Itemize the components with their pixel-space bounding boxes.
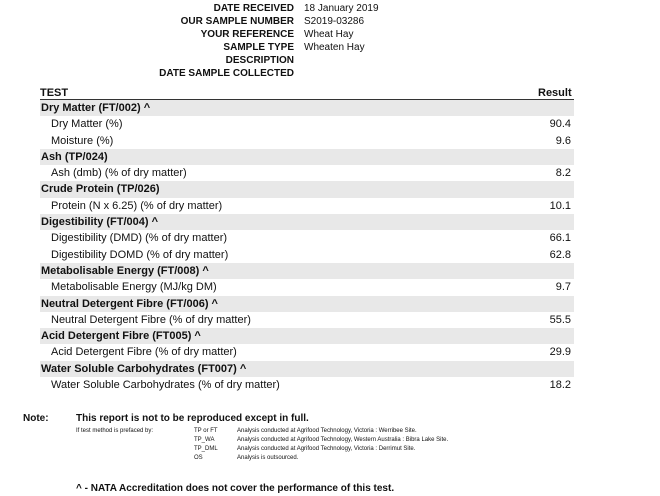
test-parameter-label: Dry Matter (%) [51, 118, 123, 131]
sample-type-label: SAMPLE TYPE [223, 42, 294, 53]
your-reference-row [0, 29, 660, 42]
test-result-row [40, 116, 574, 132]
test-group-row [40, 214, 574, 230]
test-result-row [40, 279, 574, 295]
test-parameter-label: Metabolisable Energy (MJ/kg DM) [51, 281, 217, 294]
test-result-row [40, 230, 574, 246]
method-code-row [194, 428, 574, 437]
test-parameter-label: Digestibility DOMD (% of dry matter) [51, 248, 229, 261]
result-value: 9.6 [555, 134, 571, 147]
nata-accreditation-note: ^ - NATA Accreditation does not cover the performance of this test. [76, 483, 395, 494]
method-code: TP_WA [194, 437, 215, 443]
test-result-row [40, 247, 574, 263]
method-code-row [194, 455, 574, 464]
test-result-row [40, 133, 574, 149]
your-reference-label: YOUR REFERENCE [200, 29, 294, 40]
note-label: Note: [23, 413, 49, 424]
test-group-row [40, 296, 574, 312]
test-group-row [40, 181, 574, 197]
test-parameter-label: Acid Detergent Fibre (% of dry matter) [51, 346, 237, 359]
test-parameter-label: Ash (dmb) (% of dry matter) [51, 167, 187, 180]
test-parameter-label: Digestibility (DMD) (% of dry matter) [51, 232, 228, 245]
method-code: OS [194, 455, 203, 461]
test-group-label: Ash (TP/024) [41, 150, 108, 163]
date-collected-row [0, 68, 660, 81]
date-collected-label: DATE SAMPLE COLLECTED [159, 68, 294, 79]
results-table [40, 100, 574, 393]
sample-number-label: OUR SAMPLE NUMBER [180, 16, 294, 27]
test-group-label: Water Soluble Carbohydrates (FT007) ^ [41, 362, 247, 375]
test-column-header: TEST [40, 87, 69, 99]
date-received-label: DATE RECEIVED [213, 3, 294, 14]
test-group-row [40, 100, 574, 116]
method-code: TP or FT [194, 428, 218, 434]
test-group-label: Metabolisable Energy (FT/008) ^ [41, 264, 209, 277]
test-group-row [40, 361, 574, 377]
description-label: DESCRIPTION [225, 55, 294, 66]
test-result-row [40, 344, 574, 360]
sample-type-value: Wheaten Hay [304, 42, 365, 53]
description-row [0, 55, 660, 68]
method-code-row [194, 446, 574, 455]
result-value: 9.7 [555, 281, 571, 294]
method-code-row [194, 437, 574, 446]
test-group-label: Dry Matter (FT/002) ^ [41, 102, 151, 114]
method-description: Analysis is outsourced. [237, 455, 299, 461]
test-parameter-label: Water Soluble Carbohydrates (% of dry matter) [51, 379, 280, 392]
method-code: TP_DML [194, 446, 218, 452]
test-group-row [40, 149, 574, 165]
test-group-row [40, 328, 574, 344]
result-value: 90.4 [549, 118, 571, 131]
result-value: 66.1 [549, 232, 571, 245]
test-parameter-label: Moisture (%) [51, 134, 114, 147]
test-result-row [40, 377, 574, 393]
sample-type-row [0, 42, 660, 55]
sample-number-row [0, 16, 660, 29]
result-column-header: Result [538, 87, 572, 99]
reproduction-notice: This report is not to be reproduced except in full. [76, 413, 309, 424]
test-parameter-label: Neutral Detergent Fibre (% of dry matter) [51, 313, 251, 326]
test-result-row [40, 198, 574, 214]
result-value: 8.2 [555, 167, 571, 180]
test-group-label: Crude Protein (TP/026) [41, 183, 160, 196]
result-value: 29.9 [549, 346, 571, 359]
method-description: Analysis conducted at Agrifood Technology, Western Australia : Bibra Lake Site. [237, 437, 449, 443]
test-parameter-label: Protein (N x 6.25) (% of dry matter) [51, 199, 223, 212]
method-description: Analysis conducted at Agrifood Technology, Victoria : Werribee Site. [237, 428, 417, 434]
result-value: 55.5 [549, 313, 571, 326]
test-result-row [40, 165, 574, 181]
test-group-label: Digestibility (FT/004) ^ [41, 216, 159, 229]
test-group-row [40, 263, 574, 279]
test-group-label: Acid Detergent Fibre (FT005) ^ [41, 330, 201, 343]
result-value: 18.2 [549, 379, 571, 392]
method-description: Analysis conducted at Agrifood Technology, Victoria : Derrimut Site. [237, 446, 416, 452]
date-received-row [0, 3, 660, 16]
test-group-label: Neutral Detergent Fibre (FT/006) ^ [41, 297, 218, 310]
test-result-row [40, 312, 574, 328]
result-value: 10.1 [549, 199, 571, 212]
result-value: 62.8 [549, 248, 571, 261]
your-reference-value: Wheat Hay [304, 29, 354, 40]
sample-number-value: S2019-03286 [304, 16, 365, 27]
method-prefix-note: If test method is prefaced by: [76, 428, 154, 434]
date-received-value: 18 January 2019 [304, 3, 379, 14]
